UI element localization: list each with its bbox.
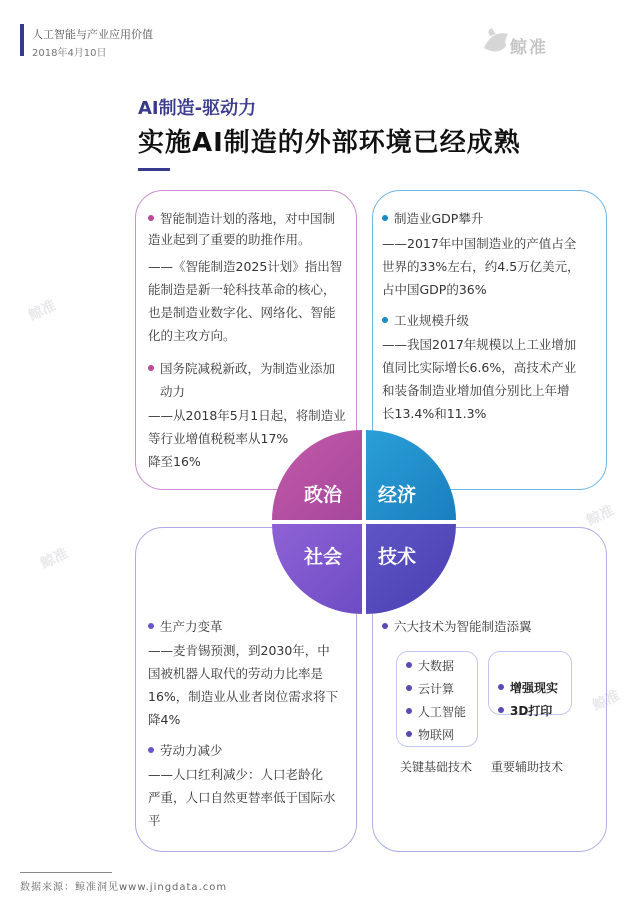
society-label: 社会 [304,546,343,568]
society-item-body-line: ——麦肯锡预测，到2030年，中 [148,643,330,658]
core-tech-item: 云计算 [406,680,454,697]
header-accent-bar [20,24,24,56]
society-item-heading: 劳动力减少 [148,740,223,762]
society-item-body-line: 降4% [148,712,181,727]
economy-item-body-line: ——2017年中国制造业的产值占全 [382,236,577,251]
report-date: 2018年4月10日 [32,48,107,59]
economy-item-body-line: 占中国GDP的36% [382,282,487,297]
technology-heading: 六大技术为智能制造添翼 [382,616,532,638]
bullet-dot [406,731,412,737]
bullet-dot [498,707,504,713]
economy-item-heading: 制造业GDP攀升 [382,208,483,230]
footer-rule [20,872,112,873]
data-source: 数据来源：鲸准洞见www.jingdata.com [20,882,228,893]
bullet-dot [382,623,388,629]
bullet-dot [406,708,412,714]
page-title: 实施AI制造的外部环境已经成熟 [138,128,521,158]
watermark: 鲸准 [590,687,623,715]
bullet-dot [148,215,154,221]
politics-item-body-line: 等行业增值税税率从17% [148,431,289,446]
economy-item-body-line: 值同比实际增长6.6%，高技术产业 [382,360,577,375]
economy-label: 经济 [378,484,417,506]
politics-item-body-line: 化的主攻方向。 [148,328,236,343]
bullet-dot [148,623,154,629]
core-tech-item: 人工智能 [406,703,466,720]
society-item-body-line: 平 [148,813,161,828]
bullet-dot [406,662,412,668]
society-item-body-line: ——人口红利减少：人口老龄化 [148,767,324,782]
title-underline [138,168,170,171]
politics-item-body-line: ——《智能制造2025计划》指出智 [148,259,343,274]
core-tech-item: 物联网 [406,726,454,743]
technology-quadrant [366,524,456,614]
section-subtitle: AI制造-驱动力 [138,98,257,119]
economy-item-heading: 工业规模升级 [382,310,469,332]
bullet-dot [382,317,388,323]
economy-item-body-line: 和装备制造业增加值分别比上年增 [382,383,570,398]
politics-item-body-line: ——从2018年5月1日起，将制造业 [148,408,346,423]
aux-tech-caption: 重要辅助技术 [491,760,564,774]
bullet-dot [382,215,388,221]
quadrant-circle [272,430,456,614]
politics-label: 政治 [304,484,343,506]
society-item-body-line: 国被机器人取代的劳动力比率是 [148,666,324,681]
bullet-dot [148,747,154,753]
aux-tech-item: 3D打印 [498,702,552,719]
bullet-dot [406,685,412,691]
economy-item-body-line: 长13.4%和11.3% [382,406,487,421]
politics-item-heading-cont: 造业起到了重要的助推作用。 [148,232,311,247]
politics-item-heading-cont: 动力 [160,384,186,399]
politics-item-body-line: 能制造是新一轮科技革命的核心， [148,282,336,297]
economy-item-body-line: 世界的33%左右，约4.5万亿美元， [382,259,580,274]
technology-label: 技术 [378,546,417,568]
society-item-heading: 生产力变革 [148,616,223,638]
watermark: 鲸准 [38,545,71,573]
watermark: 鲸准 [584,502,617,530]
economy-item-body-line: ——我国2017年规模以上工业增加 [382,337,577,352]
society-item-body-line: 16%，制造业从业者岗位需求将下 [148,689,339,704]
watermark: 鲸准 [26,297,59,325]
politics-item-body-line: 降至16% [148,454,201,469]
report-title: 人工智能与产业应用价值 [32,28,153,41]
politics-item-body-line: 也是制造业数字化、网络化、智能 [148,305,336,320]
bullet-dot [498,684,504,690]
politics-item-heading: 国务院减税新政，为制造业添加 [148,358,335,380]
core-tech-caption: 关键基础技术 [400,760,473,774]
logo-text: 鲸准 [510,38,548,58]
society-item-body-line: 严重，人口自然更替率低于国际水 [148,790,336,805]
politics-item-heading: 智能制造计划的落地，对中国制 [148,208,335,230]
aux-tech-item: 增强现实 [498,679,558,696]
core-tech-item: 大数据 [406,657,454,674]
society-quadrant [272,524,362,614]
bullet-dot [148,365,154,371]
